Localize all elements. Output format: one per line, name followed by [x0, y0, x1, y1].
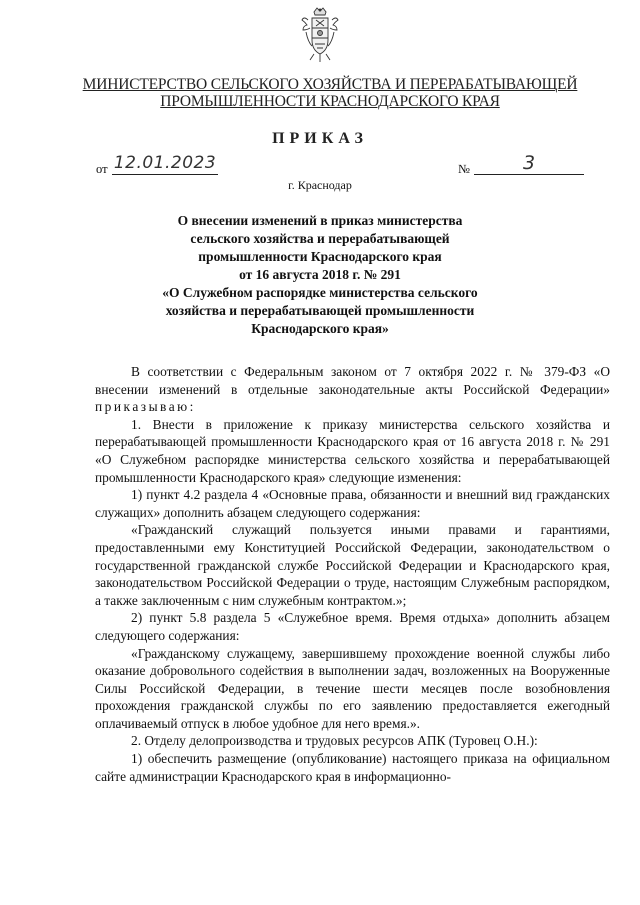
paragraph-item-2: 2. Отделу делопроизводства и трудовых ресурсов АПК (Туровец О.Н.): — [131, 733, 538, 749]
ministry-name — [60, 76, 600, 110]
paragraph-quote-2: «Гражданскому служащему, завершившему прохождение военной службы либо оказание добровольного содействия в выполнении задач, возложенных на Вооруженные Силы Российской Федерации, в течение шести месяцев после возобновления прохождения гражданской службы по его заявлению предоставляется ежегодный оплачиваемый отпуск в любое удобное для него время.». — [95, 645, 610, 731]
title-line: от 16 августа 2018 г. № 291 — [239, 267, 401, 282]
number-label: № — [458, 162, 470, 176]
preamble-text: В соответствии с Федеральным законом от 7 октября 2022 г. № 379-ФЗ «О внесении изменений в отдельные законодательные акты Российской Федерации» — [95, 364, 610, 397]
date-handwritten: 12.01.2023 — [113, 153, 217, 173]
number-handwritten: 3 — [474, 152, 584, 175]
paragraph-quote-1: «Гражданский служащий пользуется иными правами и гарантиями, предоставленными ему Конституцией Российской Федерации, законодательством о государственной гражданской службе Российской Федерации и Краснодарского края, законодательством Российской Федерации о труде, настоящим Служебным распорядком, а также заключенным с ним служебным контрактом.»; — [95, 522, 610, 608]
paragraph-subitem-1: 1) пункт 4.2 раздела 4 «Основные права, обязанности и внешний вид гражданских служащих» дополнить абзацем следующего содержания: — [95, 487, 610, 520]
city-label: г. Краснодар — [288, 178, 352, 192]
title-line: хозяйства и перерабатывающей промышленности — [165, 303, 475, 318]
order-keyword: приказываю: — [95, 399, 196, 415]
title-line: промышленности Краснодарского края — [198, 249, 442, 264]
date-label: от — [96, 162, 108, 176]
paragraph-item-1: 1. Внести в приложение к приказу министерства сельского хозяйства и перерабатывающей промышленности Краснодарского края от 16 августа 2018 г. № 291 «О Служебном распорядке министерства сельского хозяйства и перерабатывающей промышленности Краснодарского края» следующие изменения: — [95, 416, 610, 485]
ministry-line-2: ПРОМЫШЛЕННОСТИ КРАСНОДАРСКОГО КРАЯ — [160, 93, 500, 110]
date-number-line — [96, 152, 586, 176]
paragraph-subitem-2: 2) пункт 5.8 раздела 5 «Служебное время. Время отдыха» дополнить абзацем следующего содержания: — [95, 610, 610, 643]
document-type-heading: ПРИКАЗ — [272, 130, 368, 147]
order-body — [95, 363, 610, 785]
title-line: «О Служебном распорядке министерства сельского — [162, 285, 478, 300]
title-line: сельского хозяйства и перерабатывающей — [190, 231, 450, 246]
order-title — [110, 212, 530, 338]
title-line: Краснодарского края» — [251, 321, 389, 336]
paragraph-subitem-2-1: 1) обеспечить размещение (опубликование) настоящего приказа на официальном сайте администрации Краснодарского края в информационно- — [95, 751, 610, 784]
ministry-line-1: МИНИСТЕРСТВО СЕЛЬСКОГО ХОЗЯЙСТВА И ПЕРЕРАБАТЫВАЮЩЕЙ — [82, 76, 578, 93]
title-line: О внесении изменений в приказ министерства — [177, 213, 463, 228]
paragraph-preamble — [95, 363, 610, 416]
coat-of-arms-emblem — [300, 6, 340, 64]
